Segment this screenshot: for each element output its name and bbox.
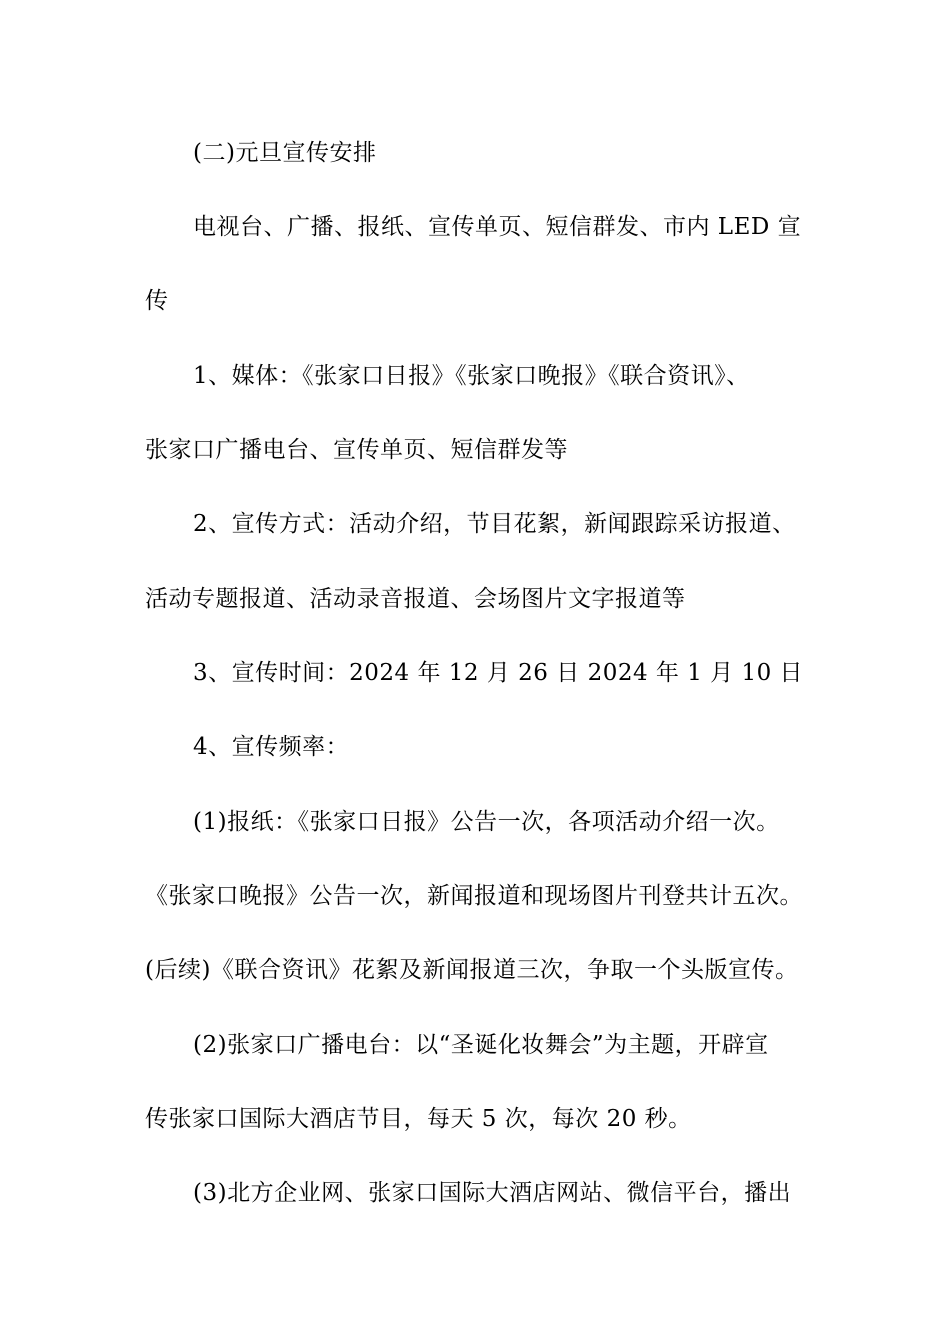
paragraph-line: 2、宣传方式：活动介绍，节目花絮，新闻跟踪采访报道、 bbox=[193, 511, 796, 537]
paragraph-line: 传张家口国际大酒店节目，每天 5 次，每次 20 秒。 bbox=[145, 1106, 692, 1132]
paragraph-line: (后续)《联合资讯》花絮及新闻报道三次，争取一个头版宣传。 bbox=[145, 957, 799, 983]
paragraph-line: 张家口广播电台、宣传单页、短信群发等 bbox=[145, 437, 568, 463]
paragraph-line: 电视台、广播、报纸、宣传单页、短信群发、市内 LED 宣 bbox=[193, 214, 802, 240]
paragraph-line: 1、媒体：《张家口日报》《张家口晚报》《联合资讯》、 bbox=[193, 363, 750, 389]
paragraph-line: (1)报纸：《张家口日报》公告一次，各项活动介绍一次。 bbox=[193, 809, 780, 835]
paragraph-line: 活动专题报道、活动录音报道、会场图片文字报道等 bbox=[145, 586, 686, 612]
section-heading: (二)元旦宣传安排 bbox=[193, 140, 377, 166]
paragraph-line: 《张家口晚报》公告一次，新闻报道和现场图片刊登共计五次。 bbox=[145, 883, 803, 909]
paragraph-line: 传 bbox=[145, 288, 169, 314]
paragraph-line: 4、宣传频率： bbox=[193, 734, 350, 760]
paragraph-line: (3)北方企业网、张家口国际大酒店网站、微信平台，播出 bbox=[193, 1180, 792, 1206]
paragraph-line: (2)张家口广播电台：以“圣诞化妆舞会”为主题，开辟宣 bbox=[193, 1032, 769, 1058]
paragraph-line: 3、宣传时间：2024 年 12 月 26 日 2024 年 1 月 10 日 bbox=[193, 660, 804, 686]
